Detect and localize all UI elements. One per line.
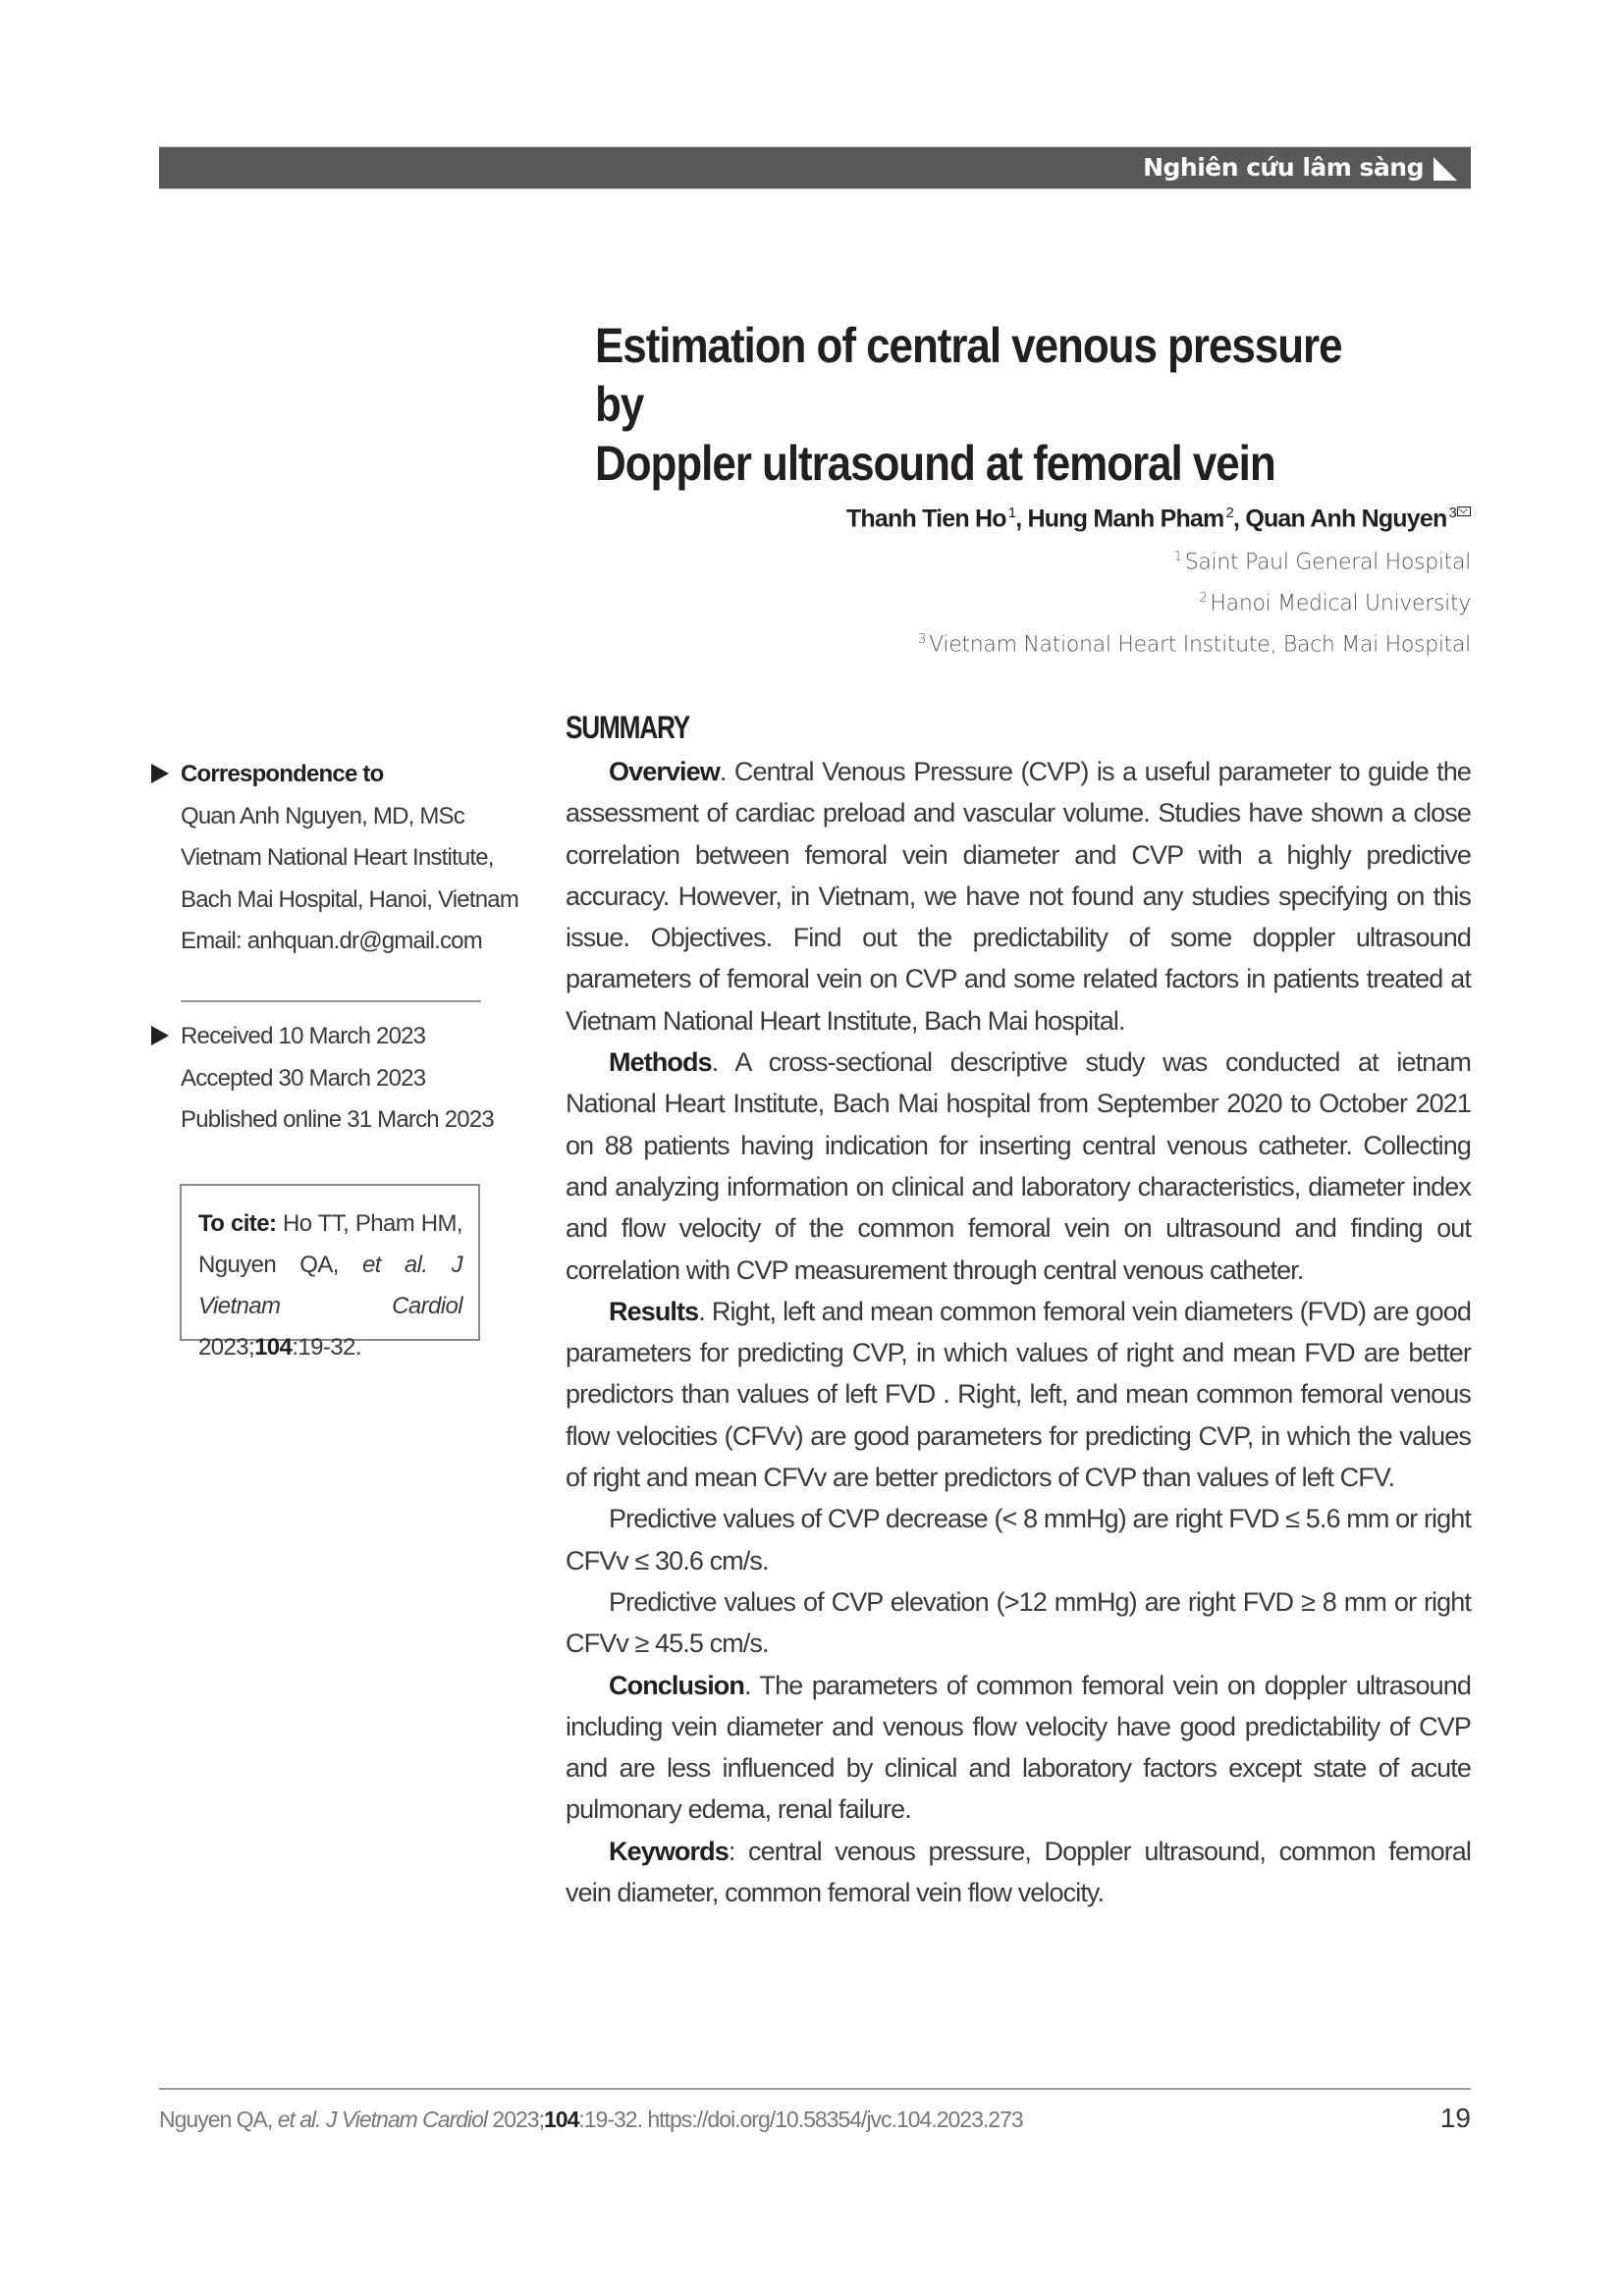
- affiliation-number: 2: [1199, 591, 1208, 606]
- citation-box: [180, 1184, 480, 1361]
- keywords-paragraph: [566, 1831, 1471, 1914]
- results-label: Results: [609, 1296, 699, 1326]
- predictive-elevation-paragraph: Predictive values of CVP elevation (>12 mmHg) are right FVD ≥ 8 mm or right CFVv ≥ 45.5 cm/s.: [566, 1586, 1471, 1659]
- overview-paragraph: [566, 751, 1471, 1041]
- affiliation-number: 3: [918, 632, 927, 647]
- received-date: Received 10 March 2023: [181, 1023, 426, 1049]
- affiliation-marker: 3: [1448, 505, 1456, 521]
- affiliation-3: [918, 632, 1471, 657]
- affiliation-name: Hanoi Medical University: [1210, 591, 1471, 616]
- title-line-1: Estimation of central venous pressure by: [595, 318, 1342, 432]
- published-date: Published online 31 March 2023: [181, 1106, 494, 1133]
- author-name: Hung Manh Pham: [1027, 505, 1224, 533]
- conclusion-paragraph: [566, 1665, 1471, 1831]
- affiliation-marker: 2: [1225, 505, 1234, 521]
- section-header-bar: [159, 146, 1471, 189]
- title-line-2: Doppler ultrasound at femoral vein: [595, 436, 1275, 491]
- conclusion-label: Conclusion: [609, 1670, 744, 1700]
- footer-authors: Nguyen QA,: [159, 2107, 278, 2132]
- correspondence-heading: Correspondence to: [181, 761, 384, 787]
- results-text: . Right, left and mean common femoral vein diameters (FVD) are good parameters for predicting CVP, in which values of right and mean FVD are better predictors than values of left FVD . Right, left, and mean common femoral venous flow velocities (CFVv) are good parameters for predicting CVP, in which the values of right and mean CFVv are better predictors of CVP than values of left CFV.: [566, 1296, 1471, 1493]
- cite-journal: et al. J Vietnam Cardiol: [198, 1252, 462, 1319]
- footer-year: 2023;: [487, 2107, 544, 2132]
- affiliation-2: [1199, 591, 1471, 615]
- cite-year: 2023;: [198, 1334, 255, 1361]
- bullet-triangle-icon: [151, 1026, 169, 1045]
- summary-heading: SUMMARY: [566, 710, 689, 745]
- article-title: [595, 316, 1373, 493]
- keywords-text: : central venous pressure, Doppler ultrasound, common femoral vein diameter, common femoral vein flow velocity.: [566, 1836, 1471, 1908]
- correspondence-address: Bach Mai Hospital, Hanoi, Vietnam: [181, 885, 519, 913]
- correspondence-institute: Vietnam National Heart Institute,: [181, 844, 494, 871]
- cite-label: To cite:: [198, 1210, 277, 1237]
- correspondence-email[interactable]: Email: anhquan.dr@gmail.com: [181, 928, 482, 954]
- envelope-icon: [1457, 507, 1471, 516]
- methods-text: . A cross-sectional descriptive study was conducted at ietnam National Heart Institute, Bach Mai hospital from September 2020 to October 2021 on 88 patients having indication for inserting central venous catheter. Collecting and analyzing information on clinical and laboratory characteristics, diameter index and flow velocity of the common femoral vein on ultrasound and finding out correlation with CVP measurement through central venous catheter.: [566, 1047, 1471, 1285]
- footer-journal: et al. J Vietnam Cardiol: [277, 2107, 488, 2132]
- footer-doi-link[interactable]: :19-32. https://doi.org/10.58354/jvc.104.2023.273: [578, 2107, 1023, 2132]
- footer-citation: [159, 2107, 1023, 2133]
- cite-volume: 104: [254, 1334, 293, 1361]
- sidebar-divider: [181, 1000, 481, 1002]
- bullet-triangle-icon: [151, 764, 169, 783]
- affiliation-name: Saint Paul General Hospital: [1184, 550, 1471, 575]
- correspondence-block: [151, 754, 518, 963]
- affiliation-marker: 1: [1007, 505, 1016, 521]
- overview-label: Overview: [609, 757, 720, 786]
- page-number: 19: [1439, 2103, 1471, 2133]
- footer-divider: [159, 2088, 1471, 2090]
- cite-authors: Ho TT, Pham HM, Nguyen QA,: [198, 1210, 462, 1278]
- dates-block: [151, 1016, 494, 1142]
- corner-triangle-icon: [1434, 157, 1457, 181]
- affiliation-1: [1174, 550, 1471, 574]
- predictive-decrease-paragraph: Predictive values of CVP decrease (< 8 mmHg) are right FVD ≤ 5.6 mm or right CFVv ≤ 30.6 cm/s.: [566, 1504, 1471, 1575]
- author-name: Quan Anh Nguyen: [1245, 505, 1447, 533]
- affiliation-name: Vietnam National Heart Institute, Bach Mai Hospital: [929, 632, 1471, 658]
- results-paragraph: [566, 1291, 1471, 1498]
- affiliation-number: 1: [1173, 550, 1182, 564]
- methods-paragraph: [566, 1041, 1471, 1291]
- methods-label: Methods: [609, 1047, 712, 1078]
- keywords-label: Keywords: [609, 1836, 729, 1866]
- footer-volume: 104: [544, 2107, 579, 2132]
- author-list: Thanh Tien Ho $^1$, Hung Manh Pham $^2$, Quan Anh Nguyen $^3$: [846, 505, 1471, 533]
- overview-text: . Central Venous Pressure (CVP) is a useful parameter to guide the assessment of cardiac preload and vascular volume. Studies have shown a close correlation between femoral vein diameter and CVP with a highly predictive accuracy. However, in Vietnam, we have not found any studies specifying on this issue. Objectives. Find out the predictability of some doppler ultrasound parameters of femoral vein on CVP and some related factors in patients treated at Vietnam National Heart Institute, Bach Mai hospital.: [566, 757, 1471, 1036]
- author-name: Thanh Tien Ho: [845, 505, 1006, 533]
- conclusion-text: . The parameters of common femoral vein on doppler ultrasound including vein diameter and venous flow velocity have good predictability of CVP and are less influenced by clinical and laboratory factors except state of acute pulmonary edema, renal failure.: [566, 1670, 1471, 1825]
- summary-section: [566, 710, 1471, 1913]
- cite-pages: :19-32.: [292, 1334, 361, 1361]
- correspondence-name: Quan Anh Nguyen, MD, MSc: [181, 802, 464, 829]
- accepted-date: Accepted 30 March 2023: [181, 1064, 426, 1092]
- section-label: Nghiên cứu lâm sàng: [1143, 153, 1424, 182]
